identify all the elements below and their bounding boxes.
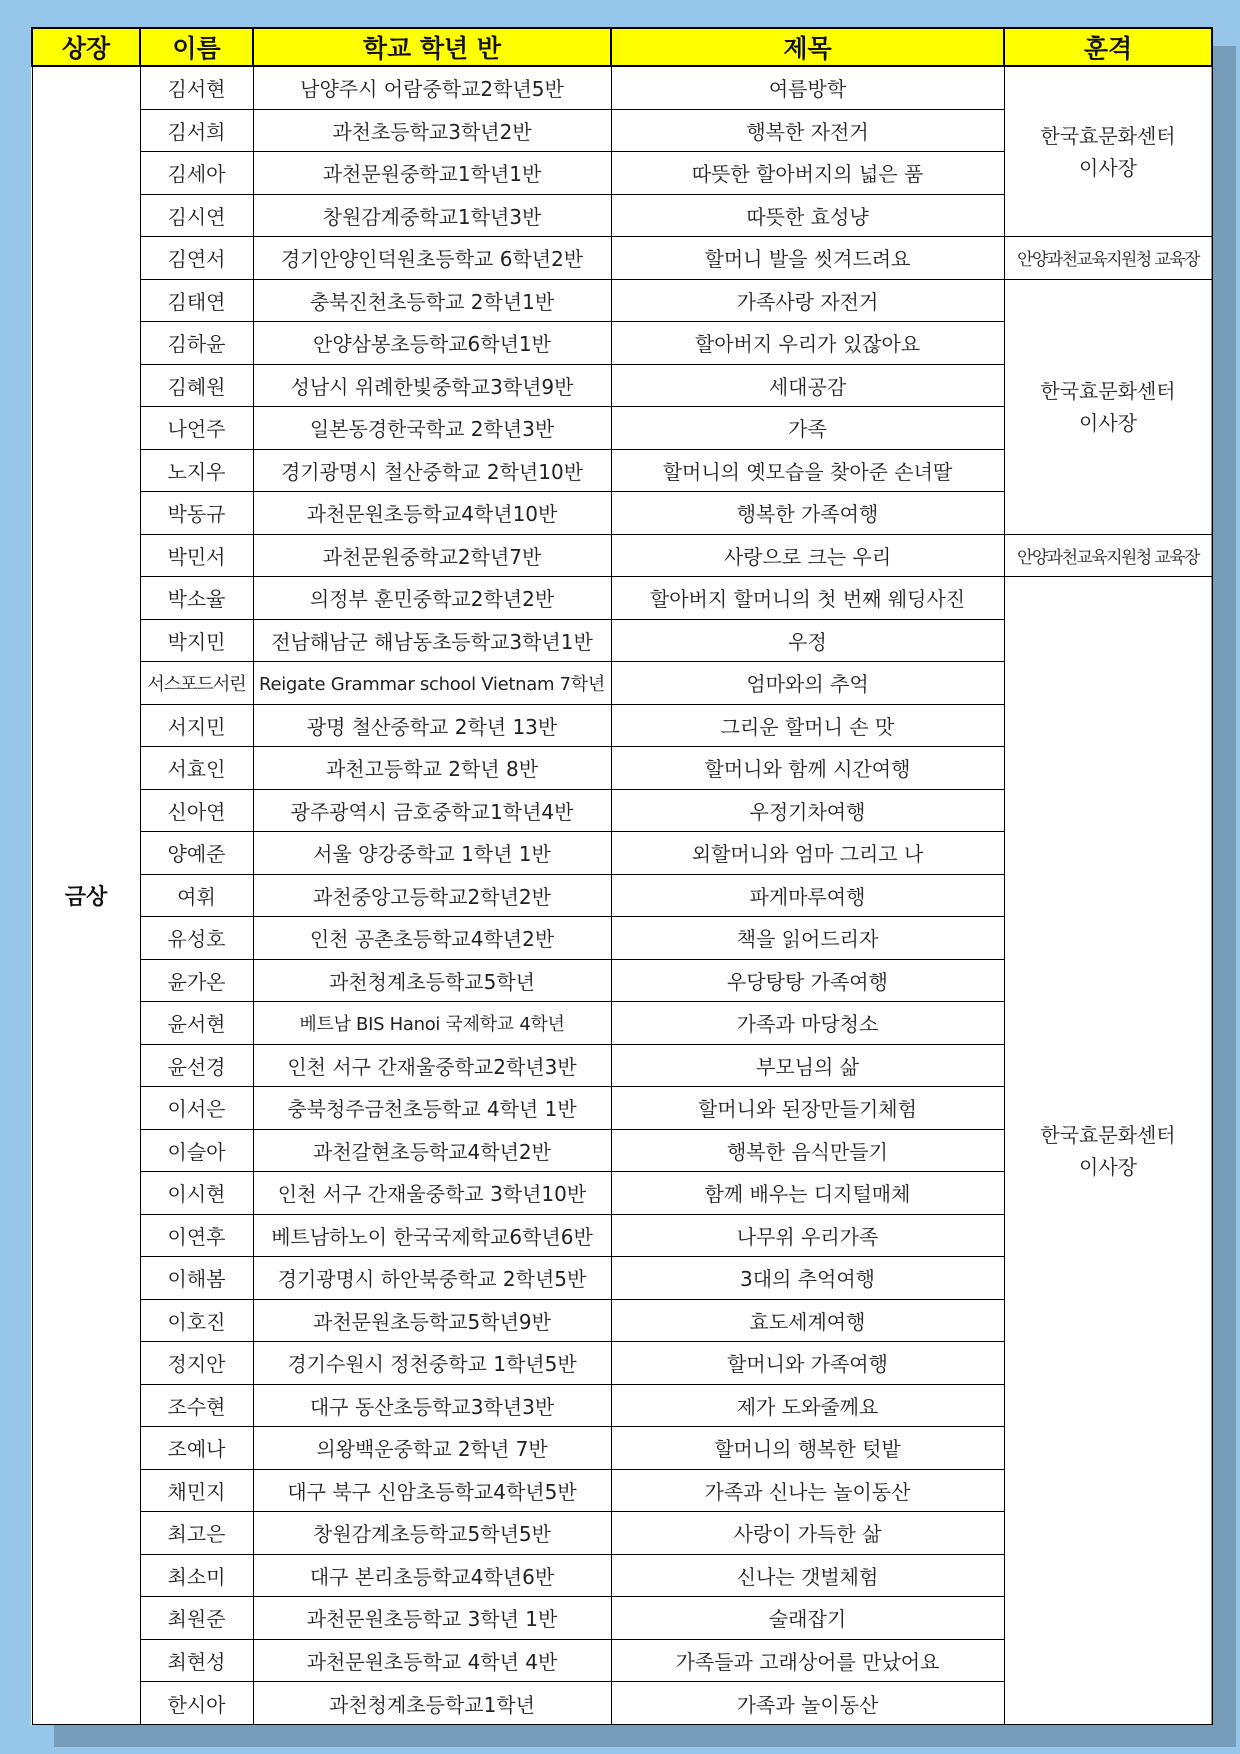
school-cell: 의왕백운중학교 2학년 7반 [253,1427,611,1470]
school-cell: 과천청계초등학교5학년 [253,959,611,1002]
school-cell: Reigate Grammar school Vietnam 7학년 [253,662,611,705]
title-cell: 가족들과 고래상어를 만났어요 [611,1639,1004,1682]
award-cell: 금상 [32,66,140,1725]
name-cell: 양예준 [140,832,253,875]
honor-cell [1004,66,1212,237]
school-cell: 과천문원초등학교 4학년 4반 [253,1639,611,1682]
title-cell: 행복한 가족여행 [611,492,1004,535]
name-cell: 이서은 [140,1087,253,1130]
title-cell: 파게마루여행 [611,874,1004,917]
header-row [32,28,1212,66]
name-cell: 윤가온 [140,959,253,1002]
table-row [32,577,1212,620]
honor-line: 이사장 [1079,1154,1137,1179]
school-cell: 경기안양인덕원초등학교 6학년2반 [253,237,611,280]
title-cell: 할머니와 된장만들기체험 [611,1087,1004,1130]
title-cell: 따뜻한 효성냥 [611,194,1004,237]
name-cell: 김태연 [140,279,253,322]
title-cell: 그리운 할머니 손 맛 [611,704,1004,747]
school-cell: 인천 서구 간재울중학교2학년3반 [253,1044,611,1087]
school-cell: 의정부 훈민중학교2학년2반 [253,577,611,620]
honor-cell [1004,534,1212,577]
table-row [32,534,1212,577]
honor-line: 이사장 [1079,155,1137,180]
name-cell: 윤서현 [140,1002,253,1045]
name-cell: 여휘 [140,874,253,917]
title-cell: 신나는 갯벌체험 [611,1554,1004,1597]
title-cell: 가족과 신나는 놀이동산 [611,1469,1004,1512]
title-cell: 3대의 추억여행 [611,1257,1004,1300]
name-cell: 김하윤 [140,322,253,365]
name-cell: 최원준 [140,1597,253,1640]
name-cell: 조수현 [140,1384,253,1427]
school-cell: 베트남 BIS Hanoi 국제학교 4학년 [253,1002,611,1045]
name-cell: 최고은 [140,1512,253,1555]
title-cell: 세대공감 [611,364,1004,407]
title-cell: 부모님의 삶 [611,1044,1004,1087]
title-cell: 할머니와 가족여행 [611,1342,1004,1385]
honor-line: 안양과천교육지원청 교육장 [1017,250,1199,271]
title-cell: 가족 [611,407,1004,450]
school-cell: 과천문원초등학교 3학년 1반 [253,1597,611,1640]
honor-line: 한국효문화센터 [1040,123,1176,148]
honor-line: 이사장 [1079,410,1137,435]
school-cell: 과천문원초등학교5학년9반 [253,1299,611,1342]
title-cell: 할머니의 행복한 텃밭 [611,1427,1004,1470]
honor-line: 한국효문화센터 [1040,378,1176,403]
name-cell: 박지민 [140,619,253,662]
name-cell: 한시아 [140,1682,253,1725]
title-cell: 할아버지 할머니의 첫 번째 웨딩사진 [611,577,1004,620]
title-cell: 할머니와 함께 시간여행 [611,747,1004,790]
title-cell: 따뜻한 할아버지의 넓은 품 [611,152,1004,195]
name-cell: 채민지 [140,1469,253,1512]
school-cell: 창원감계초등학교5학년5반 [253,1512,611,1555]
title-cell: 엄마와의 추억 [611,662,1004,705]
school-cell: 과천초등학교3학년2반 [253,109,611,152]
title-cell: 함께 배우는 디지털매체 [611,1172,1004,1215]
name-cell: 김세아 [140,152,253,195]
header-school: 학교 학년 반 [253,28,611,66]
school-cell: 창원감계중학교1학년3반 [253,194,611,237]
title-cell: 외할머니와 엄마 그리고 나 [611,832,1004,875]
school-cell: 과천청계초등학교1학년 [253,1682,611,1725]
name-cell: 서스포드서린 [140,662,253,705]
award-sheet [31,27,1211,1725]
title-cell: 할아버지 우리가 있잖아요 [611,322,1004,365]
name-cell: 이시현 [140,1172,253,1215]
school-cell: 경기광명시 철산중학교 2학년10반 [253,449,611,492]
school-cell: 전남해남군 해남동초등학교3학년1반 [253,619,611,662]
school-cell: 성남시 위례한빛중학교3학년9반 [253,364,611,407]
name-cell: 이호진 [140,1299,253,1342]
school-cell: 인천 서구 간재울중학교 3학년10반 [253,1172,611,1215]
school-cell: 대구 동산초등학교3학년3반 [253,1384,611,1427]
name-cell: 최소미 [140,1554,253,1597]
school-cell: 베트남하노이 한국국제학교6학년6반 [253,1214,611,1257]
name-cell: 정지안 [140,1342,253,1385]
school-cell: 서울 양강중학교 1학년 1반 [253,832,611,875]
title-cell: 행복한 음식만들기 [611,1129,1004,1172]
honor-line: 한국효문화센터 [1040,1122,1176,1147]
school-cell: 경기광명시 하안북중학교 2학년5반 [253,1257,611,1300]
school-cell: 과천문원중학교1학년1반 [253,152,611,195]
name-cell: 이슬아 [140,1129,253,1172]
table-row [32,237,1212,280]
school-cell: 대구 북구 신암초등학교4학년5반 [253,1469,611,1512]
school-cell: 과천고등학교 2학년 8반 [253,747,611,790]
name-cell: 김서현 [140,66,253,109]
name-cell: 이해봄 [140,1257,253,1300]
title-cell: 사랑이 가득한 삶 [611,1512,1004,1555]
title-cell: 행복한 자전거 [611,109,1004,152]
name-cell: 유성호 [140,917,253,960]
header-award: 상장 [32,28,140,66]
honor-cell [1004,237,1212,280]
name-cell: 노지우 [140,449,253,492]
name-cell: 박민서 [140,534,253,577]
award-table [31,27,1213,1725]
school-cell: 안양삼봉초등학교6학년1반 [253,322,611,365]
title-cell: 책을 읽어드리자 [611,917,1004,960]
title-cell: 나무위 우리가족 [611,1214,1004,1257]
school-cell: 경기수원시 정천중학교 1학년5반 [253,1342,611,1385]
name-cell: 김혜원 [140,364,253,407]
honor-line: 안양과천교육지원청 교육장 [1017,547,1199,568]
school-cell: 과천중앙고등학교2학년2반 [253,874,611,917]
table-row [32,66,1212,109]
title-cell: 술래잡기 [611,1597,1004,1640]
title-cell: 제가 도와줄께요 [611,1384,1004,1427]
school-cell: 충북청주금천초등학교 4학년 1반 [253,1087,611,1130]
name-cell: 서지민 [140,704,253,747]
name-cell: 김시연 [140,194,253,237]
title-cell: 할머니의 옛모습을 찾아준 손녀딸 [611,449,1004,492]
title-cell: 우정 [611,619,1004,662]
name-cell: 박소율 [140,577,253,620]
school-cell: 과천문원초등학교4학년10반 [253,492,611,535]
name-cell: 박동규 [140,492,253,535]
title-cell: 가족과 마당청소 [611,1002,1004,1045]
title-cell: 우당탕탕 가족여행 [611,959,1004,1002]
school-cell: 남양주시 어람중학교2학년5반 [253,66,611,109]
name-cell: 김연서 [140,237,253,280]
school-cell: 과천갈현초등학교4학년2반 [253,1129,611,1172]
header-name: 이름 [140,28,253,66]
school-cell: 대구 본리초등학교4학년6반 [253,1554,611,1597]
title-cell: 여름방학 [611,66,1004,109]
school-cell: 광주광역시 금호중학교1학년4반 [253,789,611,832]
name-cell: 나언주 [140,407,253,450]
school-cell: 인천 공촌초등학교4학년2반 [253,917,611,960]
honor-cell [1004,577,1212,1725]
title-cell: 가족사랑 자전거 [611,279,1004,322]
name-cell: 서효인 [140,747,253,790]
name-cell: 조예나 [140,1427,253,1470]
title-cell: 우정기차여행 [611,789,1004,832]
table-row [32,279,1212,322]
header-honor: 훈격 [1004,28,1212,66]
name-cell: 신아연 [140,789,253,832]
name-cell: 김서희 [140,109,253,152]
school-cell: 일본동경한국학교 2학년3반 [253,407,611,450]
name-cell: 이연후 [140,1214,253,1257]
school-cell: 충북진천초등학교 2학년1반 [253,279,611,322]
name-cell: 최현성 [140,1639,253,1682]
title-cell: 가족과 놀이동산 [611,1682,1004,1725]
school-cell: 과천문원중학교2학년7반 [253,534,611,577]
school-cell: 광명 철산중학교 2학년 13반 [253,704,611,747]
honor-cell [1004,279,1212,534]
title-cell: 사랑으로 크는 우리 [611,534,1004,577]
table-body [32,66,1212,1725]
name-cell: 윤선경 [140,1044,253,1087]
header-title: 제목 [611,28,1004,66]
title-cell: 효도세계여행 [611,1299,1004,1342]
title-cell: 할머니 발을 씻겨드려요 [611,237,1004,280]
